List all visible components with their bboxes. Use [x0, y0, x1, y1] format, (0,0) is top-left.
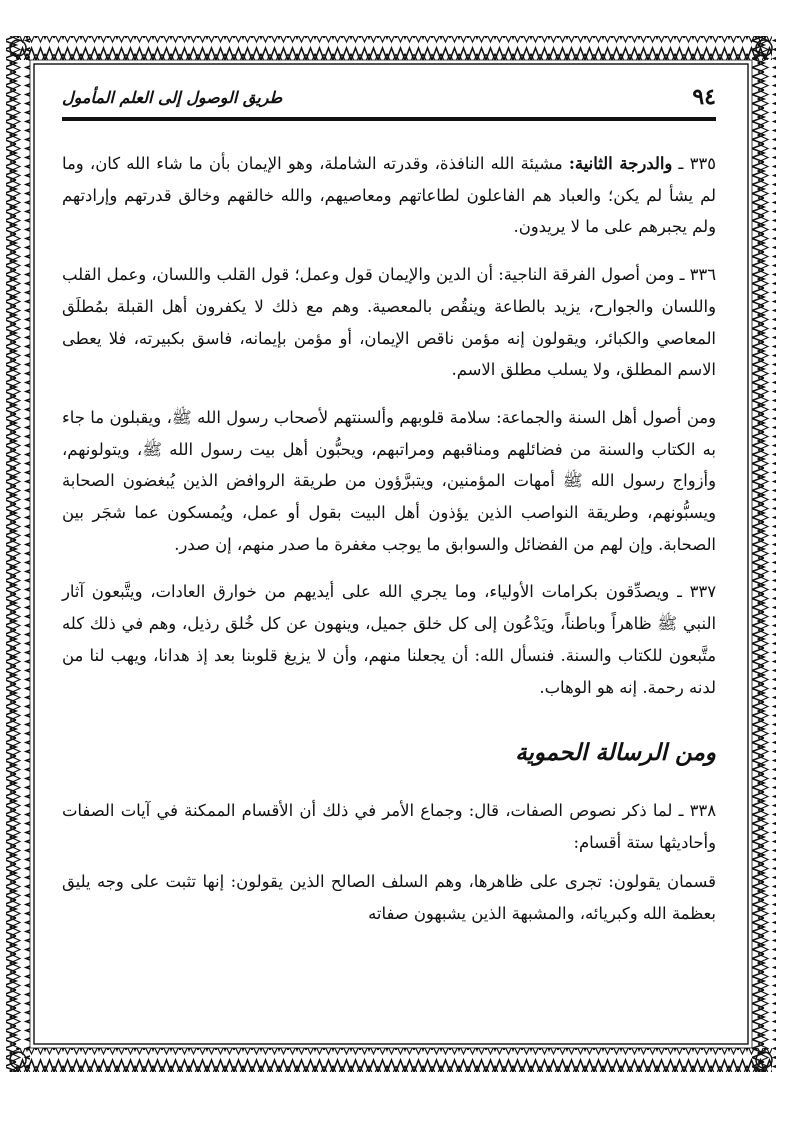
- paragraph-336: [62, 259, 716, 386]
- paragraph-337: [62, 576, 716, 703]
- paragraph-number: ٣٣٧ ـ: [677, 582, 717, 602]
- running-title: طريق الوصول إلى العلم المأمول: [62, 88, 283, 107]
- paragraph-number: ٣٣٥ ـ: [678, 154, 716, 173]
- paragraph-two-groups: [62, 866, 716, 929]
- paragraph-companions: [62, 402, 716, 561]
- paragraph-text: قسمان يقولون: تجرى على ظاهرها، وهم السلف الصالح الذين يقولون: إنها تثبت على وجه يليق بعظمة الله وكبريائه، والمشبهة الذين يشبهون صفاته: [62, 872, 716, 924]
- paragraph-text: مشيئة الله النافذة، وقدرته الشاملة، وهو الإيمان بأن ما شاء الله كان، وما لم يشأ لم يكن؛ والعباد هم الفاعلون لطاعاتهم ومعاصيهم، والله خالقهم وخالق قدرتهم وإرادتهم ولم يجبرهم على ما لا يريدون.: [62, 154, 716, 237]
- page-number: ٩٤: [692, 84, 716, 110]
- paragraph-number: ٣٣٦ ـ: [679, 265, 717, 285]
- paragraph-text: ويصدِّقون بكرامات الأولياء، وما يجري الله على أيديهم من خوارق العادات، ويتَّبعون آثار النبي ﷺ ظاهراً وباطناً، ويَدْعُون إلى كل خلق جميل، وينهون عن كل خُلق رذيل، وهم في ذلك كله متَّبعون للكتاب والسنة. فنسأل الله: أن يجعلنا منهم، وأن لا يزيغ قلوبنا بعد إذ هدانا، ويهب لنا من لدنه رحمة. إنه هو الوهاب.: [62, 582, 716, 697]
- paragraph-338: [62, 795, 716, 858]
- paragraph-number: ٣٣٨ ـ: [678, 800, 717, 820]
- paragraph-text: لما ذكر نصوص الصفات، قال: وجماع الأمر في ذلك أن الأقسام الممكنة في آيات الصفات وأحاديثها ستة أقسام:: [62, 800, 716, 852]
- paragraph-lead: والدرجة الثانية:: [568, 154, 673, 173]
- header-divider: [62, 117, 716, 121]
- section-heading: ومن الرسالة الحموية: [515, 739, 716, 767]
- paragraph-text: ومن أصول الفرقة الناجية: أن الدين والإيمان قول وعمل؛ قول القلب واللسان، وعمل القلب واللسان والجوارح، يزيد بالطاعة وينقُص بالمعصية. وهم مع ذلك لا يكفرون أهل القبلة بمُطلَق المعاصي والكبائر، ويقولون إنه مؤمن ناقص الإيمان، أو مؤمن بإيمانه، فاسق بكبيرته، فلا يعطى الاسم المطلق، ولا يسلب مطلق الاسم.: [62, 265, 716, 380]
- paragraph-text: ومن أصول أهل السنة والجماعة: سلامة قلوبهم وألسنتهم لأصحاب رسول الله ﷺ، ويقبلون ما جاء به الكتاب والسنة من فضائلهم ومناقبهم ومراتبهم، ويحبُّون أهل بيت رسول الله ﷺ، ويتولونهم، وأزواج رسول الله ﷺ أمهات المؤمنين، ويتبرَّؤون من طريقة الروافض الذين يُبغضون الصحابة ويسبُّونهم، وطريقة النواصب الذين يؤذون أهل البيت بقول أو عمل، ويُمسكون عما شجَر بين الصحابة. وإن لهم من الفضائل والسوابق ما يوجب مغفرة ما صدر منهم، إن صدر.: [62, 407, 716, 554]
- paragraph-335: [62, 148, 716, 243]
- page-body: [62, 148, 716, 930]
- page-header: [62, 84, 716, 114]
